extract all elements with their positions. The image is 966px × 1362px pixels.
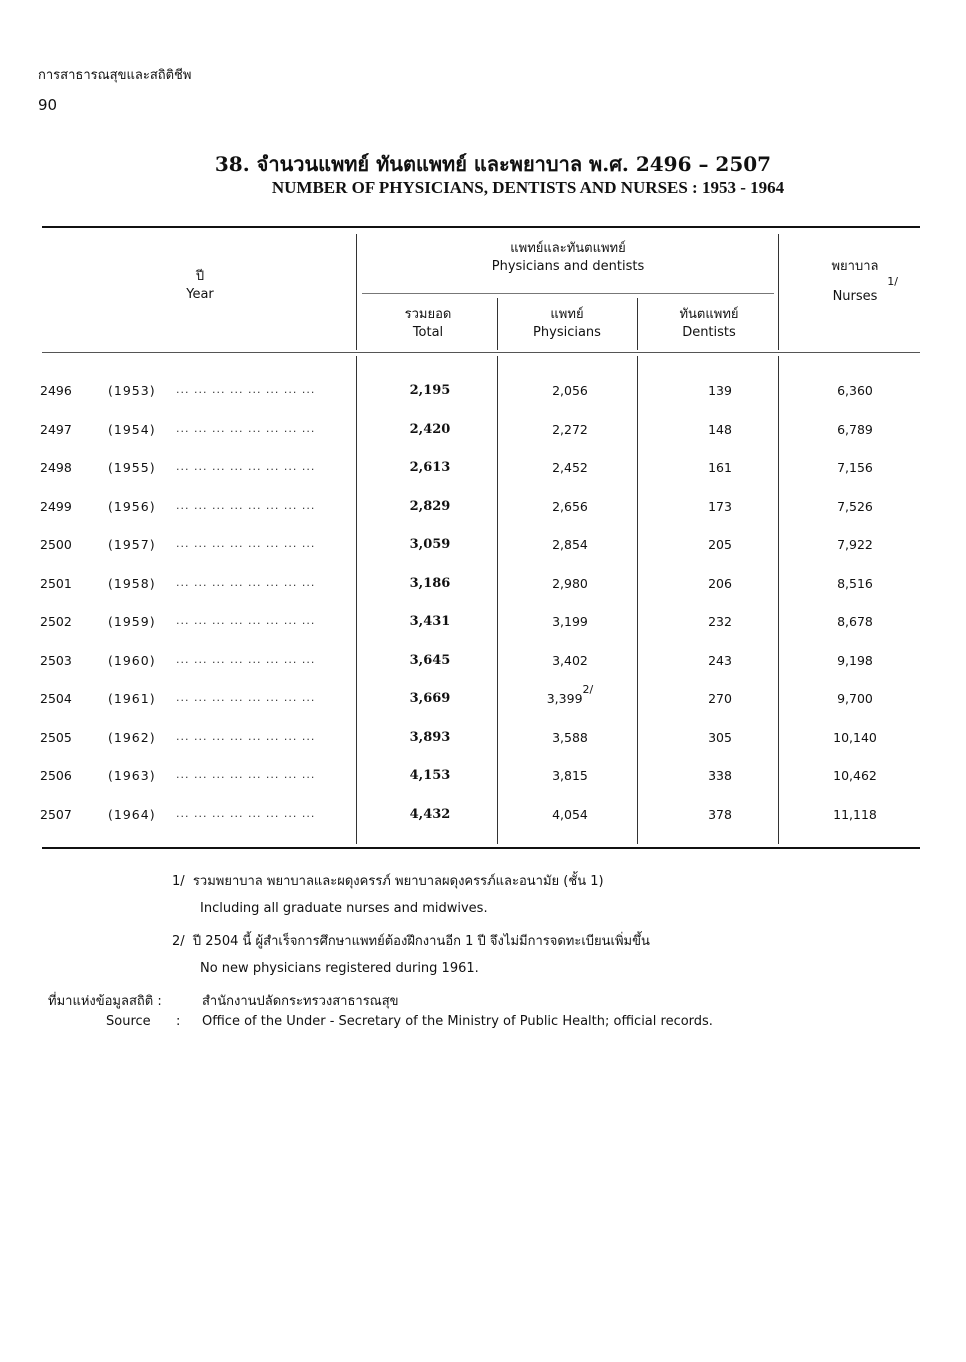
header-dentists bbox=[640, 306, 778, 342]
year-be-cell: 2506 bbox=[40, 768, 72, 783]
header-nurses-thai: พยาบาล bbox=[831, 259, 879, 274]
leader-dots: ... ... ... ... ... ... ... ... bbox=[176, 460, 316, 473]
table-row bbox=[0, 576, 966, 596]
year-be-cell: 2504 bbox=[40, 691, 72, 706]
nurses-cell: 6,789 bbox=[837, 421, 873, 437]
dentists-cell: 270 bbox=[708, 691, 732, 706]
leader-dots: ... ... ... ... ... ... ... ... bbox=[176, 575, 316, 589]
header-year bbox=[140, 268, 260, 304]
total-cell: 3,669 bbox=[409, 691, 451, 706]
table-row bbox=[0, 460, 966, 480]
dentists-cell: 205 bbox=[708, 537, 732, 552]
physicians-value: 3,815 bbox=[552, 768, 588, 783]
physicians-cell bbox=[500, 653, 640, 668]
year-ce-cell: (1959) bbox=[108, 614, 156, 629]
year-ce-cell: (1954) bbox=[108, 421, 156, 437]
physicians-cell bbox=[500, 499, 640, 514]
year-ce-cell: (1961) bbox=[108, 691, 156, 706]
table-row bbox=[0, 537, 966, 557]
physicians-cell bbox=[500, 422, 640, 437]
source-english: Office of the Under - Secretary of the Ministry of Public Health; official records. bbox=[202, 1014, 713, 1029]
year-be-cell: 2507 bbox=[40, 806, 72, 822]
footnote-1-thai-text: รวมพยาบาล พยาบาลและผดุงครรภ์ พยาบาลผดุงครรภ์และอนามัย (ชั้น 1) bbox=[192, 874, 604, 889]
dentists-cell: 148 bbox=[708, 421, 732, 437]
nurses-cell: 9,198 bbox=[837, 652, 873, 668]
header-nurses-note: 1/ bbox=[887, 275, 898, 288]
nurses-cell: 10,140 bbox=[833, 729, 877, 745]
table-row bbox=[0, 768, 966, 788]
top-rule bbox=[42, 226, 920, 228]
year-ce-cell: (1955) bbox=[108, 460, 156, 475]
year-be-cell: 2500 bbox=[40, 537, 72, 552]
table-title-thai: 38. จำนวนแพทย์ ทันตแพทย์ และพยาบาล พ.ศ. 2496 – 2507 bbox=[214, 152, 772, 176]
total-cell: 2,613 bbox=[409, 460, 451, 475]
total-cell: 3,645 bbox=[409, 652, 451, 668]
dentists-cell: 378 bbox=[708, 806, 732, 822]
table-row bbox=[0, 422, 966, 442]
total-cell: 3,186 bbox=[409, 575, 451, 591]
header-subrule bbox=[362, 293, 774, 294]
leader-dots: ... ... ... ... ... ... ... ... bbox=[176, 383, 316, 396]
footnote-2-thai-text: ปี 2504 นี้ ผู้สำเร็จการศึกษาแพทย์ต้องฝึกงานอีก 1 ปี จึงไม่มีการจดทะเบียนเพิ่มขึ้น bbox=[192, 934, 650, 949]
leader-dots: ... ... ... ... ... ... ... ... bbox=[176, 652, 316, 666]
table-row bbox=[0, 383, 966, 403]
leader-dots: ... ... ... ... ... ... ... ... bbox=[176, 614, 316, 627]
source-english-label: Source bbox=[106, 1014, 151, 1029]
nurses-cell: 8,678 bbox=[837, 614, 873, 629]
leader-dots: ... ... ... ... ... ... ... ... bbox=[176, 537, 316, 550]
header-divider-dentists bbox=[637, 298, 638, 350]
page-number: 90 bbox=[38, 96, 58, 114]
year-be-cell: 2505 bbox=[40, 729, 72, 745]
header-physicians-english: Physicians bbox=[533, 325, 601, 340]
nurses-cell: 8,516 bbox=[837, 575, 873, 591]
header-physicians bbox=[498, 306, 636, 342]
year-ce-cell: (1958) bbox=[108, 575, 156, 591]
nurses-cell: 9,700 bbox=[837, 691, 873, 706]
footnote-2-thai bbox=[172, 930, 650, 951]
physicians-footnote-mark: 2/ bbox=[582, 683, 594, 696]
dentists-cell: 305 bbox=[708, 729, 732, 745]
year-be-cell: 2503 bbox=[40, 652, 72, 668]
physicians-value: 2,056 bbox=[552, 383, 588, 398]
table-row bbox=[0, 807, 966, 827]
footnote-1-english: Including all graduate nurses and midwives. bbox=[200, 901, 488, 916]
table-row bbox=[0, 730, 966, 750]
footnote-1-mark: 1/ bbox=[172, 874, 185, 889]
year-be-cell: 2501 bbox=[40, 575, 72, 591]
header-nurses bbox=[790, 258, 920, 306]
source-thai: สำนักงานปลัดกระทรวงสาธารณสุข bbox=[202, 994, 399, 1009]
year-ce-cell: (1963) bbox=[108, 768, 156, 783]
dentists-cell: 206 bbox=[708, 575, 732, 591]
leader-dots: ... ... ... ... ... ... ... ... bbox=[176, 498, 316, 512]
total-cell: 2,195 bbox=[409, 383, 451, 398]
physicians-value: 3,402 bbox=[552, 652, 588, 668]
header-year-thai: ปี bbox=[195, 269, 205, 284]
total-cell: 2,829 bbox=[409, 498, 451, 514]
physicians-value: 2,980 bbox=[552, 575, 588, 591]
year-ce-cell: (1960) bbox=[108, 652, 156, 668]
physicians-value: 2,656 bbox=[552, 498, 588, 514]
leader-dots: ... ... ... ... ... ... ... ... bbox=[176, 691, 316, 704]
footnote-2-mark: 2/ bbox=[172, 934, 185, 949]
total-cell: 3,431 bbox=[409, 614, 451, 629]
physicians-value: 3,399 bbox=[546, 691, 583, 706]
year-be-cell: 2498 bbox=[40, 460, 72, 475]
header-total bbox=[360, 306, 496, 342]
physicians-cell bbox=[500, 614, 640, 629]
bottom-rule bbox=[42, 847, 920, 849]
leader-dots: ... ... ... ... ... ... ... ... bbox=[176, 806, 316, 820]
dentists-cell: 243 bbox=[708, 652, 732, 668]
table-title-english: NUMBER OF PHYSICIANS, DENTISTS AND NURSES : 1953 - 1964 bbox=[271, 178, 785, 197]
physicians-value: 3,199 bbox=[552, 614, 588, 629]
year-ce-cell: (1956) bbox=[108, 498, 156, 514]
dentists-cell: 139 bbox=[708, 383, 732, 398]
total-cell: 4,153 bbox=[409, 768, 451, 783]
total-cell: 4,432 bbox=[409, 806, 451, 822]
dentists-cell: 338 bbox=[708, 768, 732, 783]
running-head: การสาธารณสุขและสถิติชีพ bbox=[38, 68, 192, 83]
physicians-value: 3,588 bbox=[552, 729, 588, 745]
physicians-cell bbox=[500, 460, 640, 475]
nurses-cell: 7,526 bbox=[837, 498, 873, 514]
header-divider-year bbox=[356, 234, 357, 350]
physicians-value: 4,054 bbox=[552, 806, 588, 822]
footnote-1-thai bbox=[172, 870, 604, 891]
nurses-cell: 7,156 bbox=[837, 460, 873, 475]
nurses-cell: 7,922 bbox=[837, 537, 873, 552]
header-group-english: Physicians and dentists bbox=[491, 259, 645, 274]
header-rule bbox=[42, 352, 920, 353]
header-divider-nurses bbox=[778, 234, 779, 350]
header-dentists-thai: ทันตแพทย์ bbox=[679, 307, 739, 322]
year-ce-cell: (1953) bbox=[108, 383, 156, 398]
year-ce-cell: (1964) bbox=[108, 806, 156, 822]
physicians-cell bbox=[500, 383, 640, 398]
physicians-value: 2,452 bbox=[552, 460, 588, 475]
leader-dots: ... ... ... ... ... ... ... ... bbox=[176, 421, 316, 435]
physicians-cell bbox=[500, 768, 640, 783]
header-year-english: Year bbox=[186, 287, 214, 302]
physicians-cell bbox=[500, 683, 640, 706]
leader-dots: ... ... ... ... ... ... ... ... bbox=[176, 768, 316, 781]
header-group-thai: แพทย์และทันตแพทย์ bbox=[510, 241, 626, 256]
source-thai-label: ที่มาแห่งข้อมูลสถิติ : bbox=[48, 994, 162, 1009]
nurses-cell: 11,118 bbox=[833, 806, 877, 822]
nurses-cell: 6,360 bbox=[837, 383, 873, 398]
year-be-cell: 2497 bbox=[40, 421, 72, 437]
header-physicians-thai: แพทย์ bbox=[550, 307, 584, 322]
footnote-2-english: No new physicians registered during 1961. bbox=[200, 961, 479, 976]
leader-dots: ... ... ... ... ... ... ... ... bbox=[176, 729, 316, 743]
total-cell: 3,059 bbox=[409, 537, 451, 552]
nurses-cell: 10,462 bbox=[833, 768, 877, 783]
header-dentists-english: Dentists bbox=[682, 325, 736, 340]
dentists-cell: 161 bbox=[708, 460, 732, 475]
year-ce-cell: (1957) bbox=[108, 537, 156, 552]
source-english-colon: : bbox=[176, 1014, 181, 1029]
table-row bbox=[0, 614, 966, 634]
physicians-value: 2,272 bbox=[552, 421, 588, 437]
table-row bbox=[0, 653, 966, 673]
header-total-thai: รวมยอด bbox=[404, 307, 452, 322]
physicians-cell bbox=[500, 576, 640, 591]
total-cell: 3,893 bbox=[409, 729, 451, 745]
dentists-cell: 232 bbox=[708, 614, 732, 629]
dentists-cell: 173 bbox=[708, 498, 732, 514]
table-row bbox=[0, 683, 966, 711]
table-row bbox=[0, 499, 966, 519]
total-cell: 2,420 bbox=[409, 421, 451, 437]
header-group bbox=[362, 240, 774, 276]
header-nurses-english: Nurses bbox=[832, 289, 878, 304]
physicians-cell bbox=[500, 807, 640, 822]
year-be-cell: 2502 bbox=[40, 614, 72, 629]
year-be-cell: 2499 bbox=[40, 498, 72, 514]
header-total-english: Total bbox=[412, 325, 444, 340]
year-be-cell: 2496 bbox=[40, 383, 72, 398]
physicians-cell bbox=[500, 537, 640, 552]
physicians-value: 2,854 bbox=[552, 537, 588, 552]
year-ce-cell: (1962) bbox=[108, 729, 156, 745]
physicians-cell bbox=[500, 730, 640, 745]
